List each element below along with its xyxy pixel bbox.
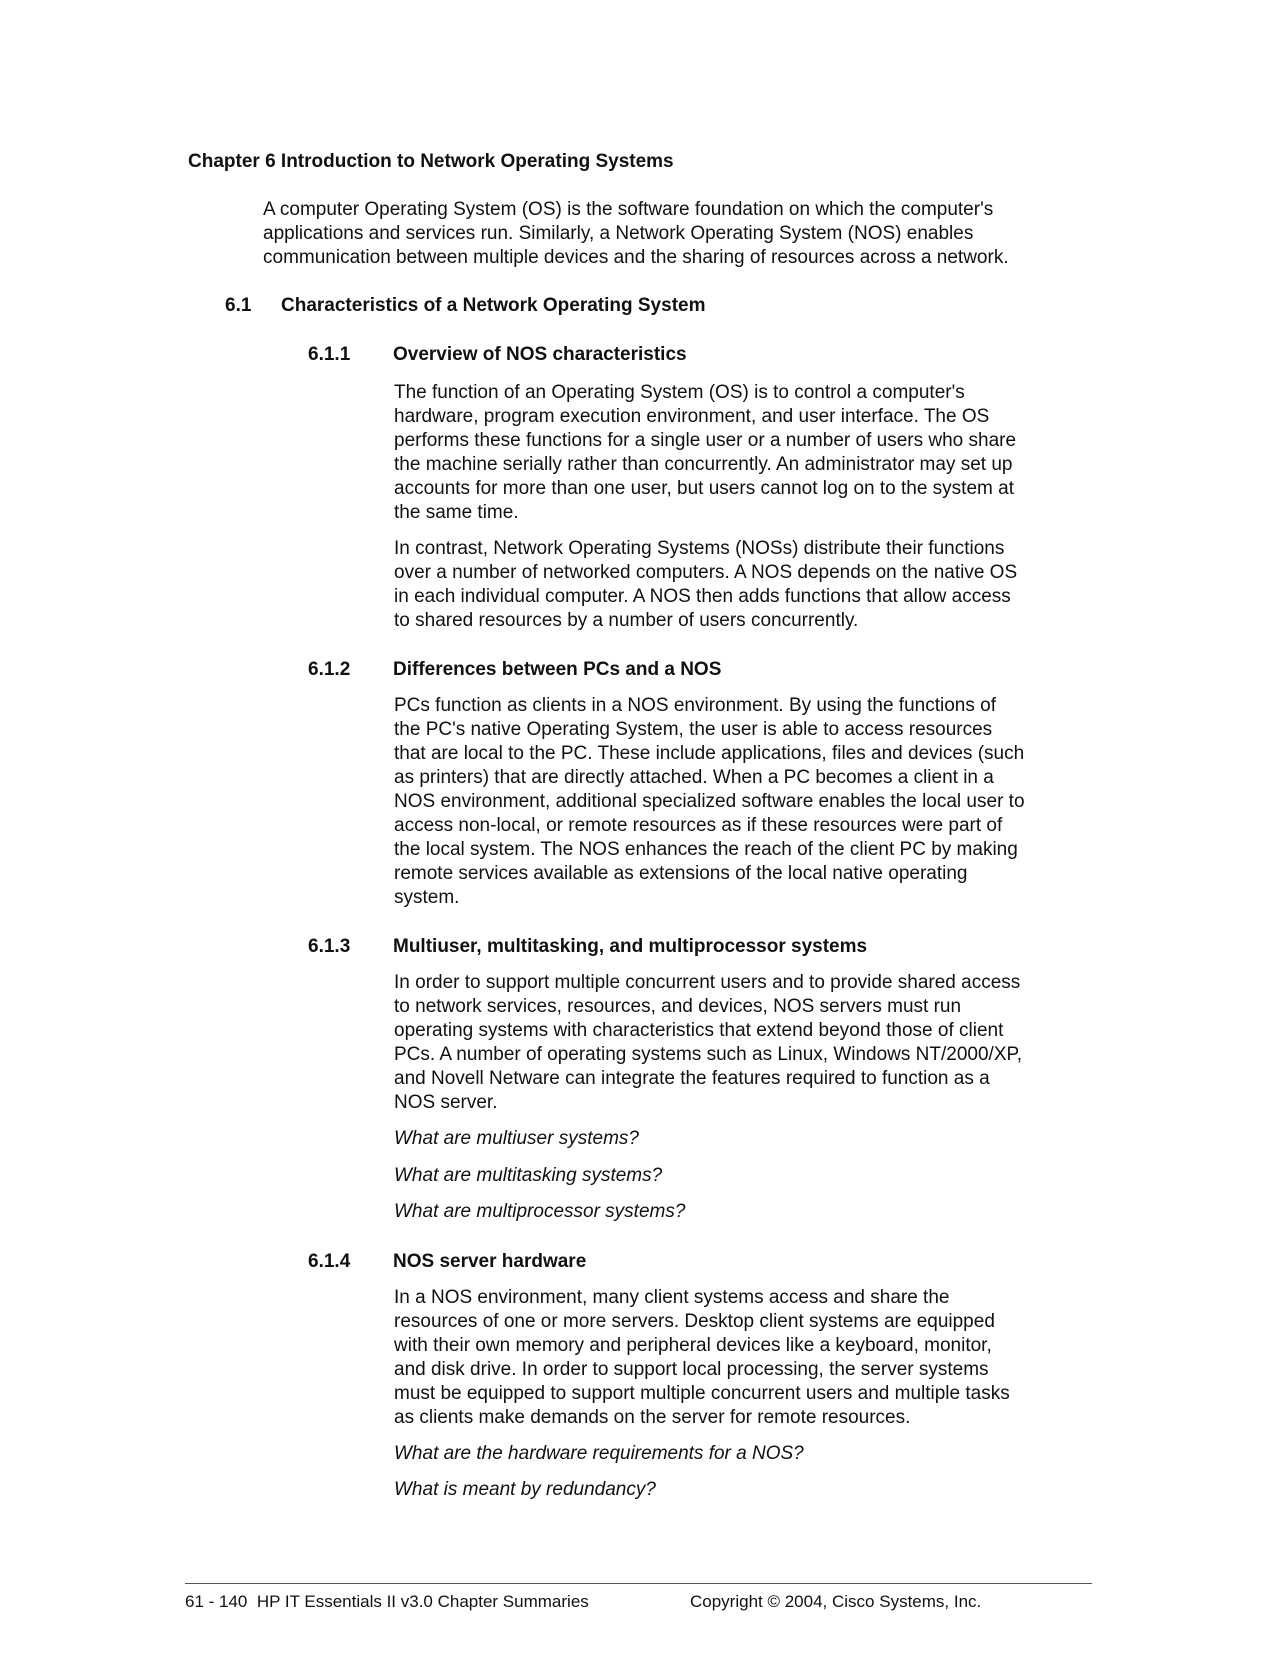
text-line: performs these functions for a single user or a number of users who share xyxy=(394,430,1017,451)
section-title: Multiuser, multitasking, and multiprocessor systems xyxy=(393,936,868,957)
section-number: 6.1.4 xyxy=(308,1251,351,1272)
text-line: PCs function as clients in a NOS environment. By using the functions of xyxy=(394,695,996,716)
text-line: communication between multiple devices and the sharing of resources across a network. xyxy=(263,247,1009,268)
paragraph xyxy=(394,537,1017,633)
text-line: over a number of networked computers. A NOS depends on the native OS xyxy=(394,562,1018,583)
section-title: Overview of NOS characteristics xyxy=(393,344,687,365)
section-title: NOS server hardware xyxy=(393,1251,587,1272)
text-line: hardware, program execution environment, and user interface. The OS xyxy=(394,406,990,427)
section-number: 6.1.1 xyxy=(308,344,351,365)
text-line: in each individual computer. A NOS then adds functions that allow access xyxy=(394,586,1011,607)
text-line: PCs. A number of operating systems such as Linux, Windows NT/2000/XP, xyxy=(394,1044,1023,1065)
text-line: the local system. The NOS enhances the reach of the client PC by making xyxy=(394,839,1018,860)
text-line: NOS environment, additional specialized software enables the local user to xyxy=(394,791,1025,812)
paragraph xyxy=(394,694,1025,910)
chapter-title: Chapter 6 Introduction to Network Operating Systems xyxy=(188,151,674,172)
footer-left: 61 - 140 HP IT Essentials II v3.0 Chapter Summaries xyxy=(185,1592,589,1611)
text-line: the machine serially rather than concurrently. An administrator may set up xyxy=(394,454,1013,475)
section-title: Characteristics of a Network Operating System xyxy=(281,295,706,316)
paragraph xyxy=(394,1286,1010,1430)
question: What are the hardware requirements for a NOS? xyxy=(394,1443,804,1464)
section-number: 6.1.3 xyxy=(308,936,351,957)
question: What are multitasking systems? xyxy=(394,1165,663,1186)
paragraph xyxy=(394,381,1016,525)
section-6-1-2-heading xyxy=(308,658,721,682)
text-line: and disk drive. In order to support local processing, the server systems xyxy=(394,1359,989,1380)
text-line: to shared resources by a number of users concurrently. xyxy=(394,610,859,631)
paragraph xyxy=(394,971,1022,1115)
question: What is meant by redundancy? xyxy=(394,1479,656,1500)
text-line: In contrast, Network Operating Systems (NOSs) distribute their functions xyxy=(394,538,1005,559)
question: What are multiuser systems? xyxy=(394,1128,639,1149)
text-line: resources of one or more servers. Desktop client systems are equipped xyxy=(394,1311,995,1332)
text-line: accounts for more than one user, but users cannot log on to the system at xyxy=(394,478,1014,499)
section-6-1-heading xyxy=(225,294,705,318)
footer-divider xyxy=(185,1583,1092,1584)
text-line: to network services, resources, and devices, NOS servers must run xyxy=(394,996,962,1017)
section-number: 6.1 xyxy=(225,295,252,316)
section-number: 6.1.2 xyxy=(308,659,351,680)
intro-paragraph xyxy=(263,198,1009,270)
text-line: that are local to the PC. These include applications, files and devices (such xyxy=(394,743,1025,764)
text-line: must be equipped to support multiple concurrent users and multiple tasks xyxy=(394,1383,1010,1404)
text-line: NOS server. xyxy=(394,1092,498,1113)
section-title: Differences between PCs and a NOS xyxy=(393,659,722,680)
text-line: In order to support multiple concurrent users and to provide shared access xyxy=(394,972,1021,993)
section-6-1-1-heading xyxy=(308,343,687,367)
text-line: In a NOS environment, many client systems access and share the xyxy=(394,1287,950,1308)
section-6-1-3-heading xyxy=(308,935,867,959)
text-line: system. xyxy=(394,887,460,908)
text-line: access non-local, or remote resources as if these resources were part of xyxy=(394,815,1003,836)
text-line: with their own memory and peripheral devices like a keyboard, monitor, xyxy=(394,1335,992,1356)
text-line: operating systems with characteristics that extend beyond those of client xyxy=(394,1020,1004,1041)
question: What are multiprocessor systems? xyxy=(394,1201,686,1222)
text-line: A computer Operating System (OS) is the software foundation on which the computer's xyxy=(263,199,994,220)
text-line: applications and services run. Similarly, a Network Operating System (NOS) enables xyxy=(263,223,974,244)
footer-copyright: Copyright © 2004, Cisco Systems, Inc. xyxy=(690,1592,982,1611)
text-line: and Novell Netware can integrate the features required to function as a xyxy=(394,1068,990,1089)
section-6-1-4-heading xyxy=(308,1250,586,1274)
text-line: remote services available as extensions of the local native operating xyxy=(394,863,968,884)
text-line: the same time. xyxy=(394,502,519,523)
text-line: The function of an Operating System (OS) is to control a computer's xyxy=(394,382,965,403)
text-line: as clients make demands on the server for remote resources. xyxy=(394,1407,911,1428)
text-line: as printers) that are directly attached. When a PC becomes a client in a xyxy=(394,767,994,788)
text-line: the PC's native Operating System, the user is able to access resources xyxy=(394,719,993,740)
